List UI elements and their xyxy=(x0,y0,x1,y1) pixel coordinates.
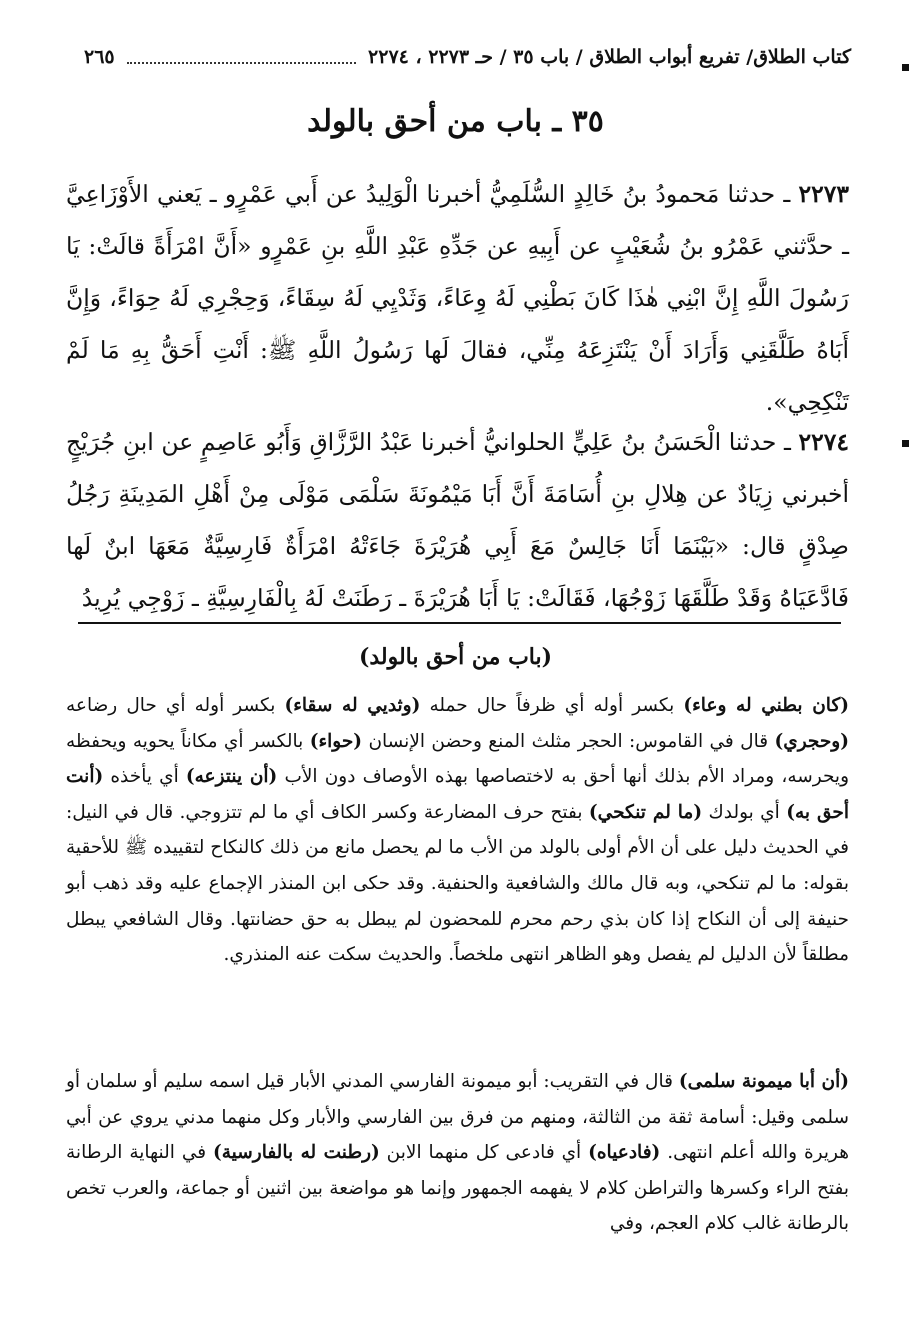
hadith-number: ٢٢٧٣ xyxy=(798,180,849,208)
commentary-text: بالكسر أي مكاناً يحويه ويحفظه ويحرسه، ومراد الأم بذلك أنها أحق به لاختصاصها بهذه الأوصاف دون الأب xyxy=(66,730,850,788)
commentary-headword: (أنت أحق به) xyxy=(66,766,849,823)
page-edge-mark xyxy=(902,64,909,71)
commentary-text: أي يأخذه xyxy=(103,766,186,788)
commentary-text: قال في القاموس: الحجر مثلث المنع وحضن الإنسان xyxy=(362,730,775,752)
commentary-headword: (كان بطني له وعاء) xyxy=(683,695,850,716)
commentary-headword: (رطنت له بالفارسية) xyxy=(213,1142,380,1164)
footnote-divider xyxy=(78,622,841,624)
hadith-2273 xyxy=(66,168,849,428)
commentary-headword: (أن أبا ميمونة سلمى) xyxy=(678,1071,849,1092)
commentary-paragraph xyxy=(66,688,849,973)
commentary-text: في النهاية الرطانة بفتح الراء وكسرها والتراطن كلام لا يفهمه الجمهور وإنما هو مواضعة بين اثنين أو جماعة، والعرب تخص بالرطانة غالب كلام العجم، وفي xyxy=(66,1142,849,1235)
chapter-title: ٣٥ ـ باب من أحق بالولد xyxy=(307,104,604,139)
commentary-text: أي فادعى كل منهما الابن xyxy=(379,1142,589,1164)
commentary-text: بكسر أوله أي حال رضاعه xyxy=(66,695,285,716)
page-number: ٢٦٥ xyxy=(84,46,115,68)
commentary-headword: (فادعياه) xyxy=(588,1142,661,1164)
commentary-text: بفتح حرف المضارعة وكسر الكاف أي ما لم تتزوجي. قال في النيل: في الحديث دليل على أن الأم أولى بالولد من الأب ما لم يحصل مانع من ذلك كالنكاح لتقييده ﷺ للأحقية بقوله: ما لم تنكحي، وبه قال مالك والشافعية والحنفية. وقد حكى ابن المنذر الإجماع عليه وقد ذهب أبو حنيفة إلى أن النكاح إذا كان بذي رحم محرم للمحضون لم يبطل به حق حضانتها. وقال الشافعي يبطل مطلقاً لأن الدليل لم يفصل وهو الظاهر انتهى ملخصاً. والحديث سكت عنه المنذري. xyxy=(66,801,849,966)
hadith-2274 xyxy=(66,416,849,624)
commentary-headword: (وثديي له سقاء) xyxy=(284,695,421,716)
commentary-headword: (ما لم تنكحي) xyxy=(588,801,703,823)
commentary-title: (باب من أحق بالولد) xyxy=(358,644,553,670)
commentary-paragraph xyxy=(66,1064,849,1242)
hadith-text: ـ حدثنا مَحمودُ بنُ خَالِدٍ السُّلَمِيُّ أخبرنا الْوَلِيدُ عن أَبي عَمْرٍو ـ يَعني الأَوْزَاعِيَّ ـ حدَّثني عَمْرُو بنُ شُعَيْبٍ عن أَبِيهِ عن جَدِّهِ عَبْدِ اللَّهِ بنِ عَمْرٍو «أَنَّ امْرَأَةً قالَتْ: يَا رَسُولَ اللَّهِ إِنَّ ابْنِي هٰذَا كَانَ بَطْنِي لَهُ وِعَاءً، وَثَدْيِي لَهُ سِقَاءً، وَحِجْرِي لَهُ حِوَاءً، وَإِنَّ أَبَاهُ طَلَّقَنِي وَأَرَادَ أَنْ يَنْتَزِعَهُ مِنِّي، فقالَ لَها رَسُولُ اللَّهِ ﷺ: أَنْتِ أَحَقُّ بِهِ مَا لَمْ تَنْكِحِي». xyxy=(66,180,849,416)
header-title: كتاب الطلاق/ تفريع أبواب الطلاق / باب ٣٥ / حـ ٢٢٧٣ ، ٢٢٧٤ xyxy=(368,46,851,68)
commentary-text: أي بولدك xyxy=(702,801,787,823)
running-header xyxy=(84,40,851,74)
commentary-headword: (أن ينتزعه) xyxy=(185,766,278,788)
commentary-text: قال في التقريب: أبو ميمونة الفارسي المدني الأبار قيل اسمه سليم أو سلمان أو سلمى وقيل: أسامة ثقة من الثالثة، ومنهم من فرق بين الفارسي والأبار وكل منهما مدني يروي عن أبي هريرة والله أعلم انتهى. xyxy=(66,1071,850,1164)
commentary-headword: (وحجري) xyxy=(774,730,849,752)
hadith-text: ـ حدثنا الْحَسَنُ بنُ عَلِيٍّ الحلوانيُّ أخبرنا عَبْدُ الرَّزَّاقِ وَأَبُو عَاصِمٍ عن ابنِ جُرَيْجٍ أخبرني زِيَادٌ عن هِلالِ بنِ أُسَامَةَ أَنَّ أَبَا مَيْمُونَةَ سَلْمَى مَوْلَى مِنْ أَهْلِ المَدِينَةِ رَجُلُ صِدْقٍ قال: «بَيْنَمَا أَنَا جَالِسٌ مَعَ أَبِي هُرَيْرَةَ جَاءَتْهُ امْرَأَةٌ فَارِسِيَّةٌ مَعَهَا ابنٌ لَها فَادَّعَيَاهُ وَقَدْ طَلَّقَهَا زَوْجُهَا، فَقَالَتْ: يَا أَبَا هُرَيْرَةَ ـ رَطَنَتْ لَهُ بِالْفَارِسِيَّةِ ـ زَوْجِي يُرِيدُ xyxy=(66,428,849,612)
commentary-text: بكسر أوله أي ظرفاً حال حمله xyxy=(420,695,684,716)
hadith-number: ٢٢٧٤ xyxy=(798,428,849,456)
header-dot-leader xyxy=(127,50,356,64)
commentary-headword: (حواء) xyxy=(309,730,363,752)
page-edge-mark xyxy=(902,440,909,447)
